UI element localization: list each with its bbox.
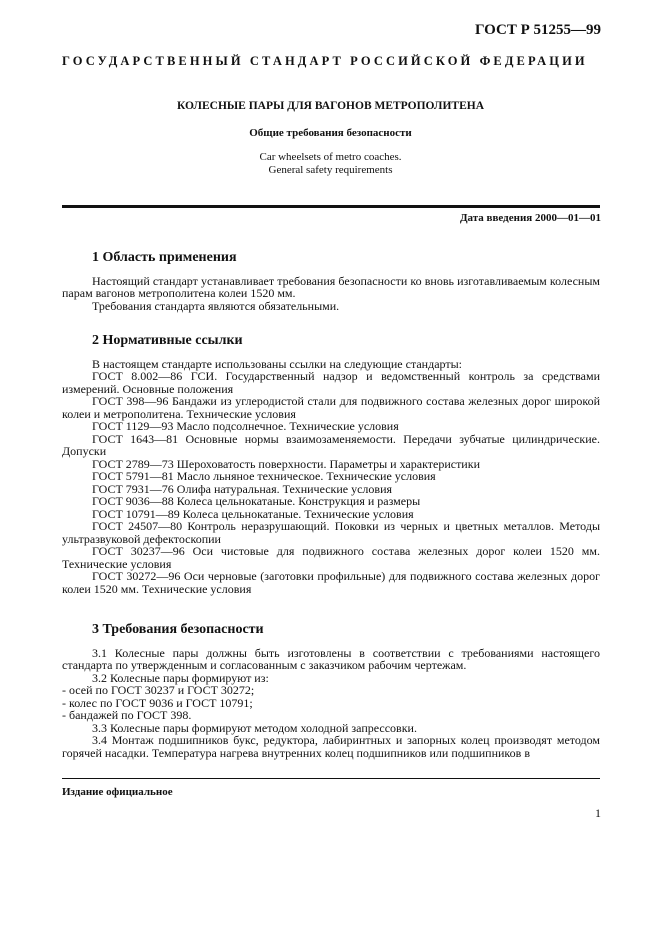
english-title — [0, 151, 661, 177]
standard-code: ГОСТ Р 51255—99 — [474, 22, 601, 38]
list-item: - бандажей по ГОСТ 398. — [62, 708, 192, 722]
list-item: - осей по ГОСТ 30237 и ГОСТ 30272; — [62, 683, 255, 697]
english-title-line-1: Car wheelsets of metro coaches. — [259, 151, 402, 163]
section-1-heading: 1 Область применения — [92, 250, 237, 265]
section-1-paragraph: Требования стандарта являются обязательными. — [92, 298, 340, 313]
state-standard-banner: ГОСУДАРСТВЕННЫЙ СТАНДАРТ РОССИЙСКОЙ ФЕДЕРАЦИИ — [62, 54, 588, 68]
clause-3-1: 3.1 Колесные пары должны быть изготовлены в соответствии с требованиями настоящего стандарта по утвержденным и согласованным с заказчиком рабочим чертежам. — [62, 645, 600, 672]
reference-item: ГОСТ 30237—96 Оси чистовые для подвижного состава железных дорог колеи 1520 мм. Технические условия — [62, 544, 600, 571]
reference-item: ГОСТ 24507—80 Контроль неразрушающий. Поковки из черных и цветных металлов. Методы ультразвуковой дефектоскопии — [62, 519, 600, 546]
section-3 — [62, 624, 600, 759]
footer-divider — [62, 778, 600, 779]
reference-item: ГОСТ 1129—93 Масло подсолнечное. Технические условия — [92, 419, 399, 433]
reference-item: ГОСТ 9036—88 Колеса цельнокатаные. Конструкция и размеры — [92, 494, 421, 508]
page-number: 1 — [595, 806, 601, 820]
list-item: - колес по ГОСТ 9036 и ГОСТ 10791; — [62, 695, 253, 710]
english-title-line-2: General safety requirements — [268, 164, 393, 176]
section-3-heading: 3 Требования безопасности — [92, 622, 264, 637]
reference-item: ГОСТ 2789—73 Шероховатость поверхности. Параметры и характеристики — [92, 456, 480, 471]
section-1 — [62, 252, 600, 312]
section-2-heading: 2 Нормативные ссылки — [92, 333, 243, 348]
document-title: КОЛЕСНЫЕ ПАРЫ ДЛЯ ВАГОНОВ МЕТРОПОЛИТЕНА — [176, 100, 485, 112]
reference-item: ГОСТ 398—96 Бандажи из углеродистой стали для подвижного состава железных дорог широкой колеи и метрополитена. Технические условия — [62, 394, 600, 421]
reference-item: ГОСТ 7931—76 Олифа натуральная. Технические условия — [92, 481, 393, 496]
reference-item: ГОСТ 30272—96 Оси черновые (заготовки профильные) для подвижного состава железных дорог колеи 1520 мм. Технические условия — [62, 569, 600, 596]
reference-item: ГОСТ 8.002—86 ГСИ. Государственный надзор и ведомственный контроль за средствами измерений. Основные положения — [62, 369, 600, 396]
section-1-paragraph: Настоящий стандарт устанавливает требования безопасности ко вновь изготавливаемым колесным парам вагонов метрополитена колеи 1520 мм. — [62, 273, 600, 300]
document-subtitle: Общие требования безопасности — [249, 127, 412, 139]
reference-item: ГОСТ 5791—81 Масло льняное техническое. Технические условия — [92, 469, 436, 483]
clause-3-2: 3.2 Колесные пары формируют из: — [92, 670, 269, 685]
section-2-intro: В настоящем стандарте использованы ссылки на следующие стандарты: — [92, 356, 463, 371]
reference-item: ГОСТ 10791—89 Колеса цельнокатаные. Технические условия — [92, 506, 414, 521]
section-2 — [62, 335, 600, 595]
clause-3-4: 3.4 Монтаж подшипников букс, редуктора, лабиринтных и запорных колец производят методом горячей насадки. Температура нагрева внутренних колец подшипников или подшипников в — [62, 733, 600, 760]
clause-3-3: 3.3 Колесные пары формируют методом холодной запрессовки. — [92, 720, 417, 735]
reference-item: ГОСТ 1643—81 Основные нормы взаимозаменяемости. Передачи зубчатые цилиндрические. Допуски — [62, 431, 600, 458]
official-edition-note: Издание официальное — [62, 786, 173, 798]
effective-date: Дата введения 2000—01—01 — [459, 212, 601, 224]
title-divider — [62, 205, 600, 208]
